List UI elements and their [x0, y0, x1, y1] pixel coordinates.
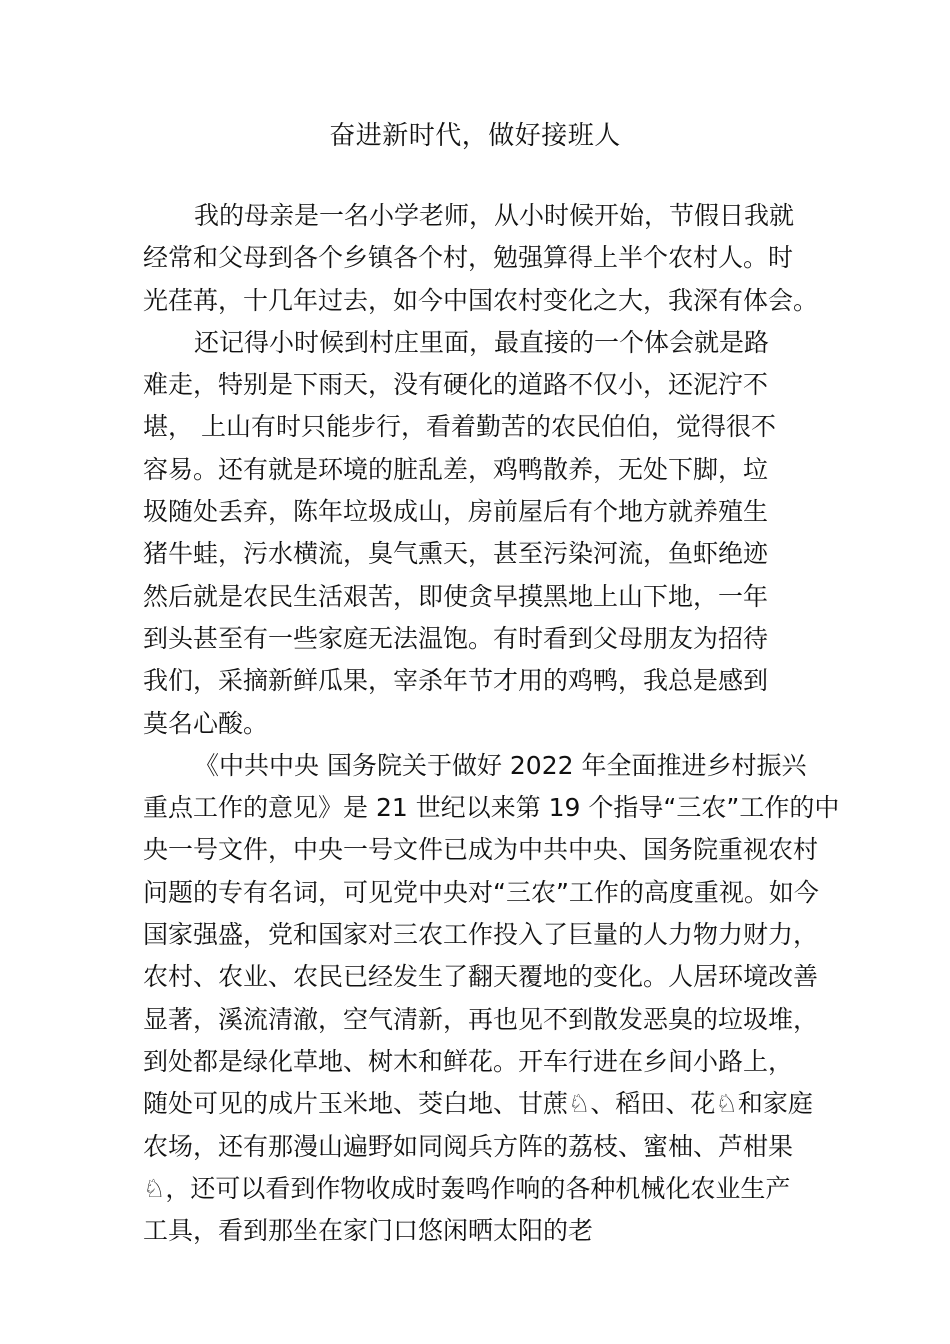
text-line: 《中共中央 国务院关于做好 2022 年全面推进乡村振兴 — [194, 750, 807, 780]
text-line: 随处可见的成片玉米地、茭白地、甘蔗♘、稻田、花♘和家庭 — [143, 1089, 813, 1119]
text-line: 农村、农业、农民已经发生了翻天覆地的变化。人居环境改善 — [143, 962, 819, 992]
text-line: 还记得小时候到村庄里面，最直接的一个体会就是路 — [194, 327, 770, 357]
text-line: 然后就是农民生活艰苦，即使贪早摸黑地上山下地，一年 — [143, 581, 769, 611]
document-title: 奋进新时代，做好接班人 — [329, 121, 621, 151]
text-line: 问题的专有名词，可见党中央对“三农”工作的高度重视。如今 — [143, 877, 819, 907]
text-line: 央一号文件，中央一号文件已成为中共中央、国务院重视农村 — [143, 835, 819, 865]
text-line: 光荏苒，十几年过去，如今中国农村变化之大，我深有体会。 — [143, 285, 819, 315]
text-line: 农场，还有那漫山遍野如同阅兵方阵的荔枝、蜜柚、芦柑果 — [143, 1131, 794, 1161]
text-line: 显著，溪流清澈，空气清新，再也见不到散发恶臭的垃圾堆， — [143, 1004, 819, 1034]
text-line: 我们，采摘新鲜瓜果，宰杀年节才用的鸡鸭，我总是感到 — [143, 666, 769, 696]
document-body — [143, 195, 840, 1252]
text-line: 堪， 上山有时只能步行，看着勤苦的农民伯伯，觉得很不 — [143, 412, 776, 442]
text-line: 到处都是绿化草地、树木和鲜花。开车行进在乡间小路上， — [143, 1046, 794, 1076]
text-line: 国家强盛，党和国家对三农工作投入了巨量的人力物力财力， — [143, 920, 819, 950]
text-line: 猪牛蛙，污水横流，臭气熏天，甚至污染河流，鱼虾绝迹 — [143, 539, 769, 569]
text-line: 难走，特别是下雨天，没有硬化的道路不仅小，还泥泞不 — [143, 370, 769, 400]
text-line: 莫名心酸。 — [143, 708, 269, 738]
text-line: 重点工作的意见》是 21 世纪以来第 19 个指导“三农”工作的中 — [143, 793, 840, 823]
text-line: 工具，看到那坐在家门口悠闲晒太阳的老 — [143, 1216, 594, 1246]
text-line: 到头甚至有一些家庭无法温饱。有时看到父母朋友为招待 — [143, 623, 769, 653]
text-line: 容易。还有就是环境的脏乱差，鸡鸭散养，无处下脚，垃 — [143, 454, 769, 484]
text-line: 圾随处丢弃，陈年垃圾成山，房前屋后有个地方就养殖生 — [143, 497, 769, 527]
text-line: ♘，还可以看到作物收成时轰鸣作响的各种机械化农业生产 — [143, 1173, 791, 1203]
text-line: 我的母亲是一名小学老师，从小时候开始，节假日我就 — [194, 201, 795, 230]
text-line: 经常和父母到各个乡镇各个村，勉强算得上半个农村人。时 — [143, 243, 794, 273]
